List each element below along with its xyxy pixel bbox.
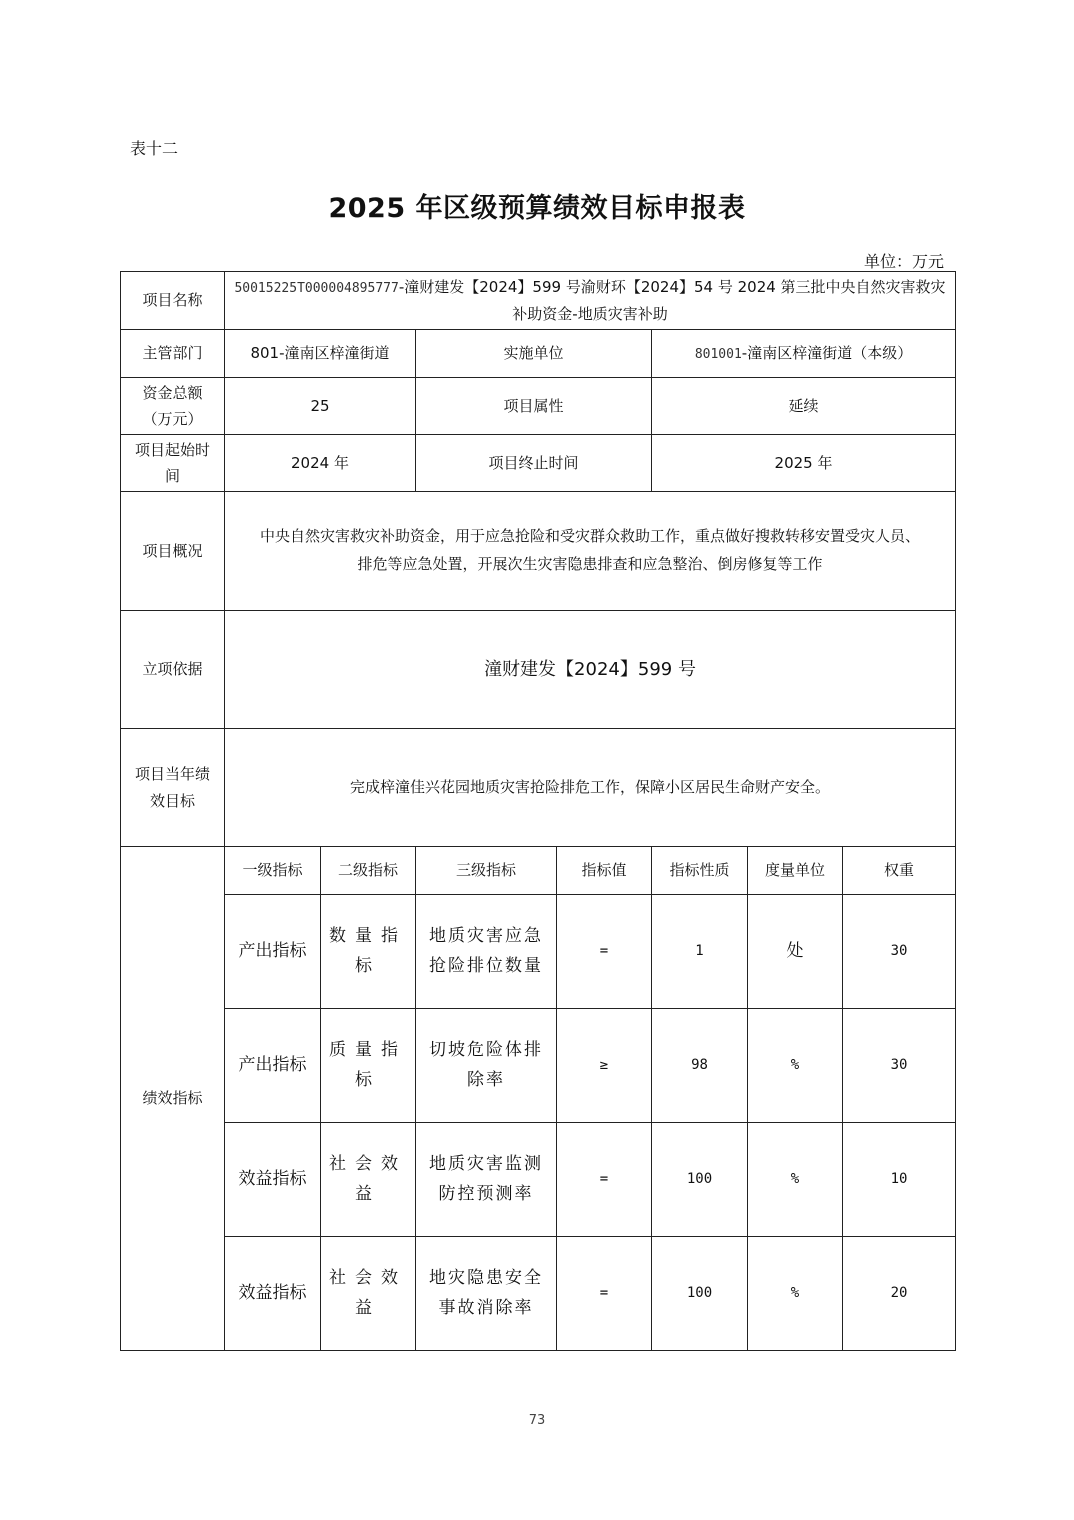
dept-label: 主管部门 xyxy=(121,330,225,378)
dept-value: 801-潼南区梓潼街道 xyxy=(225,330,416,378)
indicator-unit: % xyxy=(748,1123,843,1237)
impl-value xyxy=(652,330,956,378)
indicator-l3-line1: 地灾隐患安全 xyxy=(429,1267,543,1288)
indicator-weight: 30 xyxy=(843,895,956,1009)
start-label-line1: 项目起始时 xyxy=(134,440,210,459)
indicator-l1: 效益指标 xyxy=(225,1237,321,1351)
table-caption: 表十二 xyxy=(130,139,179,158)
header-unit: 度量单位 xyxy=(748,847,843,895)
indicator-l3 xyxy=(416,1237,557,1351)
overview-text xyxy=(225,492,956,611)
basis-row xyxy=(121,611,956,729)
overview-line2: 排危等应急处置，开展次生灾害隐患排查和应急整治、倒房修复等工作 xyxy=(357,555,823,573)
header-value: 指标值 xyxy=(557,847,652,895)
header-l1: 一级指标 xyxy=(225,847,321,895)
goal-text: 完成梓潼佳兴花园地质灾害抢险排危工作，保障小区居民生命财产安全。 xyxy=(225,729,956,847)
project-name-label: 项目名称 xyxy=(121,272,225,330)
indicator-weight: 20 xyxy=(843,1237,956,1351)
header-l2: 二级指标 xyxy=(321,847,416,895)
impl-code: 801001 xyxy=(694,347,742,363)
project-name-value xyxy=(225,272,956,330)
indicator-row xyxy=(121,1009,956,1123)
funds-row xyxy=(121,378,956,435)
indicator-l2 xyxy=(321,895,416,1009)
funds-label-line1: 资金总额 xyxy=(142,383,203,402)
goal-label-line2: 效目标 xyxy=(149,791,195,810)
attr-label: 项目属性 xyxy=(416,378,652,435)
indicator-value: 98 xyxy=(652,1009,748,1123)
indicator-value: 1 xyxy=(652,895,748,1009)
indicator-l3-line2: 事故消除率 xyxy=(438,1297,534,1318)
overview-label: 项目概况 xyxy=(121,492,225,611)
header-l3: 三级指标 xyxy=(416,847,557,895)
indicator-l2 xyxy=(321,1009,416,1123)
header-nature: 指标性质 xyxy=(652,847,748,895)
budget-performance-table xyxy=(120,271,956,1351)
page-title: 2025 年区级预算绩效目标申报表 xyxy=(328,193,746,224)
indicators-label: 绩效指标 xyxy=(121,847,225,1351)
overview-row xyxy=(121,492,956,611)
impl-label: 实施单位 xyxy=(416,330,652,378)
indicator-weight: 10 xyxy=(843,1123,956,1237)
indicator-unit: % xyxy=(748,1009,843,1123)
indicator-l2-line1: 社会效 xyxy=(329,1267,407,1288)
indicator-l1: 效益指标 xyxy=(225,1123,321,1237)
indicator-l2-line2: 标 xyxy=(355,1069,381,1090)
indicator-l2 xyxy=(321,1237,416,1351)
start-value: 2024 年 xyxy=(225,435,416,492)
funds-label-line2: （万元） xyxy=(142,410,203,428)
indicator-l2-line1: 社会效 xyxy=(329,1153,407,1174)
indicator-l3-line1: 地质灾害应急 xyxy=(429,925,543,946)
indicator-l3-line1: 地质灾害监测 xyxy=(429,1153,543,1174)
indicator-l2-line2: 益 xyxy=(355,1297,381,1318)
indicator-operator: = xyxy=(557,1237,652,1351)
indicator-unit: 处 xyxy=(748,895,843,1009)
funds-value: 25 xyxy=(225,378,416,435)
funds-label xyxy=(121,378,225,435)
indicator-l2-line1: 数量指 xyxy=(329,925,407,946)
indicator-l2-line1: 质量指 xyxy=(329,1039,407,1060)
indicator-l2-line2: 益 xyxy=(355,1183,381,1204)
project-name-text: -潼财建发【2024】599 号渝财环【2024】54 号 2024 第三批中央自然灾害救灾补助资金-地质灾害补助 xyxy=(398,278,946,323)
indicator-l3-line2: 防控预测率 xyxy=(438,1183,534,1204)
indicator-header-row xyxy=(121,847,956,895)
project-code: 50015225T000004895777 xyxy=(234,281,399,296)
indicator-l3-line2: 除率 xyxy=(467,1069,505,1090)
period-row xyxy=(121,435,956,492)
indicator-l3 xyxy=(416,1123,557,1237)
indicator-unit: % xyxy=(748,1237,843,1351)
basis-text: 潼财建发【2024】599 号 xyxy=(225,611,956,729)
end-value: 2025 年 xyxy=(652,435,956,492)
goal-label-line1: 项目当年绩 xyxy=(134,765,210,784)
indicator-l3-line2: 抢险排位数量 xyxy=(429,955,543,976)
attr-value: 延续 xyxy=(652,378,956,435)
indicator-operator: = xyxy=(557,1123,652,1237)
indicator-l3 xyxy=(416,1009,557,1123)
basis-label: 立项依据 xyxy=(121,611,225,729)
dept-row xyxy=(121,330,956,378)
indicator-l2 xyxy=(321,1123,416,1237)
indicator-operator: ≥ xyxy=(557,1009,652,1123)
unit-label: 单位：万元 xyxy=(863,252,944,271)
indicator-row xyxy=(121,1237,956,1351)
indicator-value: 100 xyxy=(652,1123,748,1237)
start-label xyxy=(121,435,225,492)
indicator-row xyxy=(121,895,956,1009)
goal-label xyxy=(121,729,225,847)
page-number: 73 xyxy=(528,1413,546,1428)
indicator-value: 100 xyxy=(652,1237,748,1351)
indicator-l1: 产出指标 xyxy=(225,895,321,1009)
project-name-row xyxy=(121,272,956,330)
indicator-l2-line2: 标 xyxy=(355,955,381,976)
indicator-row xyxy=(121,1123,956,1237)
impl-text: -潼南区梓潼街道（本级） xyxy=(741,344,913,363)
start-label-line2: 间 xyxy=(164,467,180,485)
overview-line1: 中央自然灾害救灾补助资金，用于应急抢险和受灾群众救助工作，重点做好搜救转移安置受灾人员、 xyxy=(260,527,921,546)
end-label: 项目终止时间 xyxy=(416,435,652,492)
indicator-l3-line1: 切坡危险体排 xyxy=(429,1039,543,1060)
header-weight: 权重 xyxy=(843,847,956,895)
indicator-l1: 产出指标 xyxy=(225,1009,321,1123)
indicator-operator: = xyxy=(557,895,652,1009)
goal-row xyxy=(121,729,956,847)
indicator-l3 xyxy=(416,895,557,1009)
indicator-weight: 30 xyxy=(843,1009,956,1123)
